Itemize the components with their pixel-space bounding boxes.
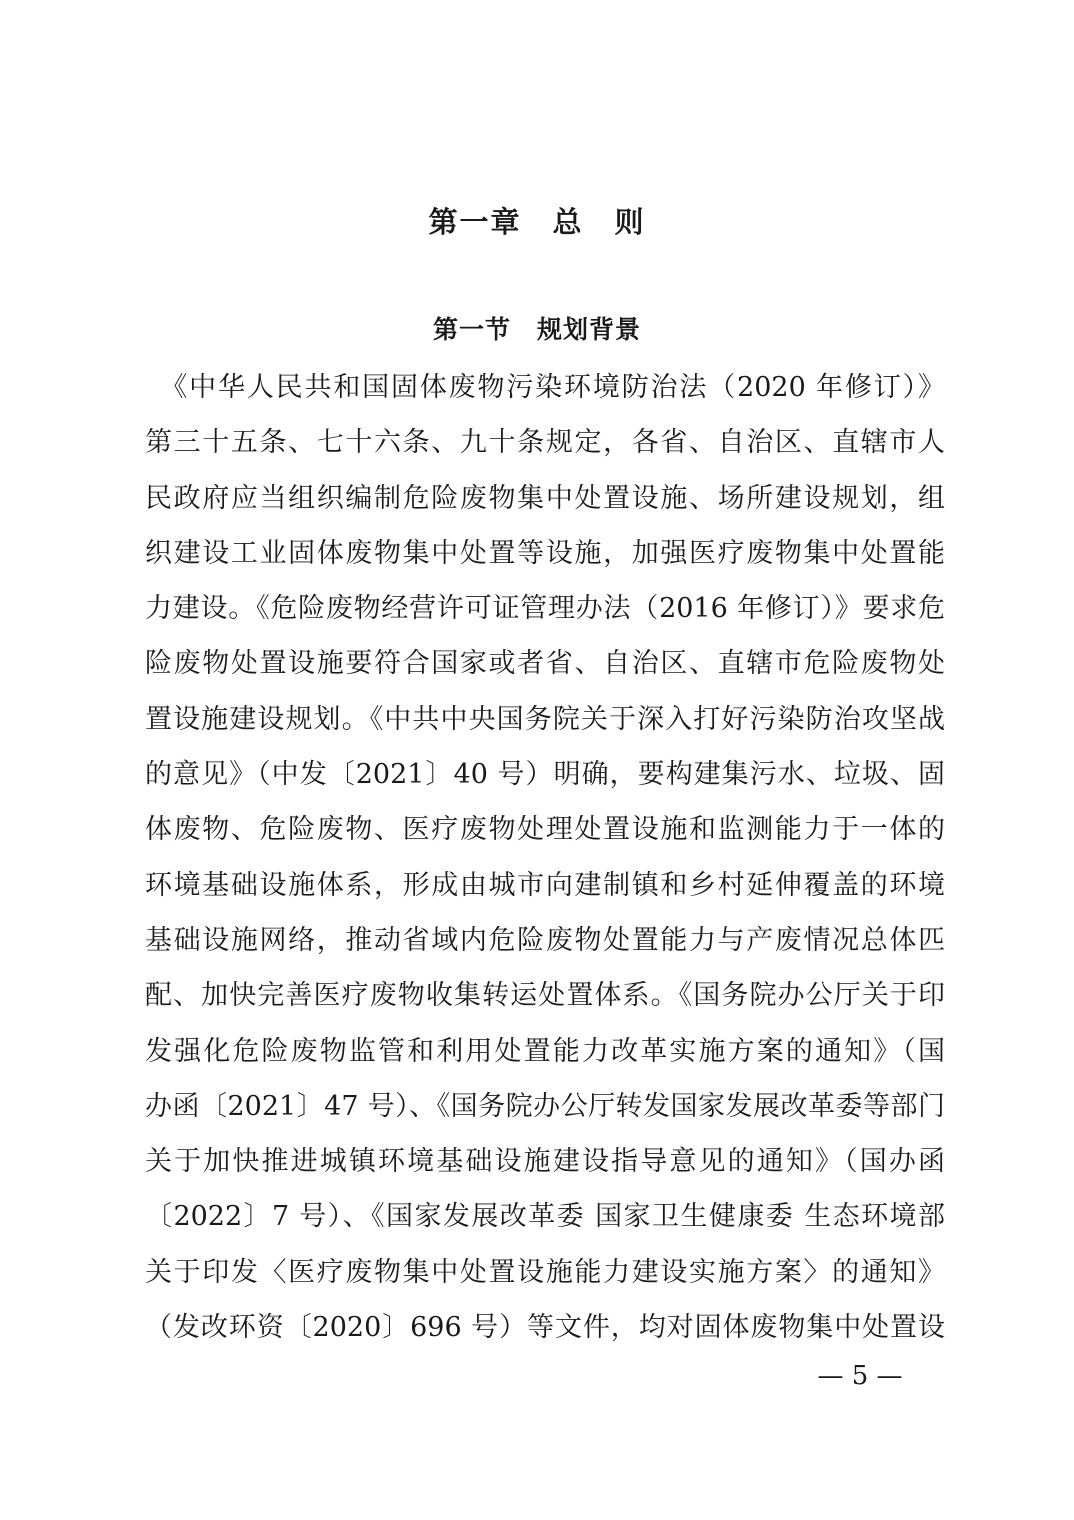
body-line: 关于印发〈医疗废物集中处置设施能力建设实施方案〉的通知》	[145, 1256, 945, 1288]
body-line: 的意见》（中发〔2021〕40 号）明确，要构建集污水、垃圾、固	[145, 759, 945, 791]
body-line: （发改环资〔2020〕696 号）等文件，均对固体废物集中处置设	[145, 1312, 945, 1344]
chapter-title: 第一章 总 则	[428, 205, 646, 239]
body-line: 环境基础设施体系，形成由城市向建制镇和乡村延伸覆盖的环境	[145, 869, 945, 901]
body-line: 险废物处置设施要符合国家或者省、自治区、直辖市危险废物处	[145, 648, 945, 680]
body-line: 办函〔2021〕47 号）、《国务院办公厅转发国家发展改革委等部门	[145, 1090, 945, 1122]
body-line: 第三十五条、七十六条、九十条规定，各省、自治区、直辖市人	[145, 427, 945, 459]
body-line: 关于加快推进城镇环境基础设施建设指导意见的通知》（国办函	[145, 1146, 945, 1178]
body-line: 织建设工业固体废物集中处置等设施，加强医疗废物集中处置能	[145, 537, 945, 569]
body-line: 发强化危险废物监管和利用处置能力改革实施方案的通知》（国	[145, 1035, 945, 1067]
body-line: 〔2022〕7 号）、《国家发展改革委 国家卫生健康委 生态环境部	[145, 1201, 945, 1233]
body-line: 体废物、危险废物、医疗废物处理处置设施和监测能力于一体的	[145, 814, 945, 846]
body-line: 民政府应当组织编制危险废物集中处置设施、场所建设规划，组	[145, 482, 945, 514]
body-text	[145, 360, 945, 1355]
section-title: 第一节 规划背景	[432, 315, 641, 344]
body-line: 置设施建设规划。《中共中央国务院关于深入打好污染防治攻坚战	[145, 703, 945, 735]
body-line: 力建设。《危险废物经营许可证管理办法（2016 年修订）》要求危	[145, 593, 945, 625]
body-line: 基础设施网络，推动省域内危险废物处置能力与产废情况总体匹	[145, 924, 945, 956]
page-number: — 5 —	[817, 1361, 903, 1391]
body-line: 《中华人民共和国固体废物污染环境防治法（2020 年修订）》	[145, 372, 945, 403]
body-line: 配、加快完善医疗废物收集转运处置体系。《国务院办公厅关于印	[145, 980, 945, 1012]
